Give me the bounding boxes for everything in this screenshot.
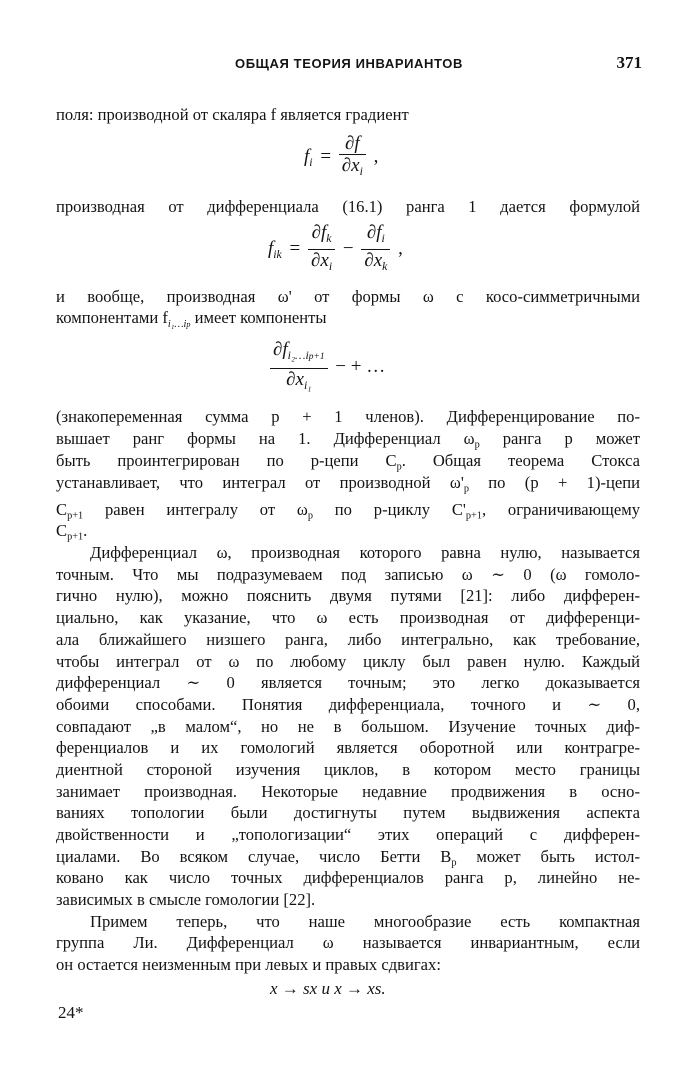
text-line: дифференциал ∼ 0 является точным; это легко доказывается [56,673,640,692]
text-span: C [56,521,68,540]
text-subscript: p+1 [67,531,84,543]
text-span: быть проинтегрирован по p-цепи C [56,451,397,470]
eq-denominator [361,250,390,277]
eq-numerator [270,339,328,369]
text-line: гично нулю), можно пояснить двумя путями [21]: либо дифферен- [56,586,640,605]
equation-shifts: x → sx и x → xs. [270,979,386,998]
text-line: ференциалов и их гомологий является оборотной или контрагре- [56,738,640,757]
text-line: точным. Что мы подразумеваем под записью ω ∼ 0 (ω гомоло- [56,565,640,584]
text-line: диентной стороной изучения циклов, в котором место границы [56,760,640,779]
text-span: , ограничивающему [481,500,640,519]
text-line: обоими способами. Понятия дифференциала, точного и ∼ 0, [56,695,640,714]
eq-den-text: ∂x [286,369,304,391]
text-line: циально, как указание, что ω есть производная от дифференци- [56,608,640,627]
eq-fraction [361,222,390,277]
eq-num-text: ∂f [366,222,382,243]
eq-subscript: i [328,260,333,274]
eq-subscript-main: i₂…i [287,349,309,363]
page-header [56,52,642,76]
eq-denominator [339,155,366,182]
eq-punct: , [398,237,403,259]
eq-operator: − + … [335,355,386,377]
eq-den-text: ∂x [364,250,383,272]
text-span: ранга p может [479,429,641,448]
text-line: группа Ли. Дифференциал ω называется инвариантным, если [56,933,640,952]
eq-numerator [308,222,335,250]
text-span: по p-циклу C' [313,500,466,519]
eq-subscript: i₁ [304,379,312,393]
text-subscript [168,319,191,330]
eq-den-text: ∂x [341,155,360,176]
eq-subscript-inner: p+1 [308,352,325,363]
text-line: ковано как число точных дифференциалов ранга p, линейно не- [56,868,640,887]
text-line: поля: производной от скаляра f является градиент [56,105,409,124]
text-line: двойственности и „топологизации“ этих операций с дифферен- [56,825,640,844]
text-line: и вообще, производная ω' от формы ω с косо-симметричными [56,287,640,306]
eq-numerator: ∂f [339,133,366,155]
text-line [56,472,640,500]
text-span: равен интегралу от ω [83,500,308,519]
text-line [56,307,640,335]
text-line: Дифференциал ω, производная которого равна нулю, называется [90,543,640,562]
running-title: ОБЩАЯ ТЕОРИЯ ИНВАРИАНТОВ [235,56,463,71]
eq-subscript: i [359,165,363,179]
text-line: он остается неизменным при левых и правых сдвигах: [56,955,441,974]
text-line: ваниях топологии были достигнуты путем выдвижения аспекта [56,803,640,822]
eq-subscript [288,349,325,362]
text-line: ала ближайшего низшего ранга, либо интегрально, как требование, [56,630,640,649]
eq-subscript: i [381,232,385,246]
text-span: вышает ранг формы на 1. Дифференциал ω [56,429,475,448]
text-subscript: p [474,439,480,451]
text-span: имеет компоненты [190,308,327,327]
eq-fraction [308,222,335,277]
text-line: (знакопеременная сумма p + 1 членов). Дифференцирование по- [56,407,640,426]
text-subscript: p+1 [67,510,84,522]
equation-curl [268,222,406,277]
text-span: устанавливает, что интеграл от производной ω' [56,473,464,492]
text-line: совпадают „в малом“, но не в большом. Изучение точных диф- [56,717,640,736]
text-span: C [56,500,68,519]
eq-punct: , [373,145,379,167]
eq-symbol: f [304,145,310,167]
text-subscript-inner: p [186,319,191,329]
eq-subscript: k [382,260,388,274]
equation-gradient [304,133,381,182]
text-span: циалами. Во всяком случае, число Бетти B [56,847,452,866]
text-span: компонентами f [56,308,168,327]
eq-operator: = [289,237,301,259]
eq-num-text: ∂f [273,339,288,360]
eq-fraction [339,133,366,182]
text-line: занимает производная. Некоторые недавние продвижения в осно- [56,782,640,801]
eq-den-text: ∂x [311,250,329,272]
text-span: может быть истол- [456,847,640,866]
text-span: по (p + 1)-цепи [468,473,640,492]
equation-components [270,339,388,396]
text-line: зависимых в смысле гомологии [22]. [56,890,316,909]
eq-numerator [361,222,390,250]
eq-subscript: i [309,156,313,170]
eq-subscript: k [326,232,332,246]
eq-subscript: ik [273,248,282,262]
text-subscript: p [396,461,402,473]
eq-operator: = [320,145,332,167]
text-span: . Общая теорема Стокса [401,451,640,470]
text-line: производная от дифференциала (16.1) ранга 1 дается формулой [56,197,640,216]
signature-mark: 24* [58,1003,84,1022]
eq-symbol: f [268,237,274,259]
text-subscript-main: i₁…i [167,318,187,330]
text-subscript: p [463,483,469,495]
text-subscript: p+1 [465,510,482,522]
text-span: . [83,521,88,540]
eq-operator: − [342,237,354,259]
text-subscript: p [451,857,457,869]
text-line: Примем теперь, что наше многообразие есть компактная [90,912,640,931]
page-number: 371 [616,53,642,72]
eq-num-text: ∂f [311,222,327,243]
text-subscript: p [307,510,313,522]
text-line: чтобы интеграл от ω по любому циклу был равен нулю. Каждый [56,652,640,671]
eq-fraction [270,339,328,396]
eq-denominator [270,369,328,396]
eq-denominator [308,250,335,277]
